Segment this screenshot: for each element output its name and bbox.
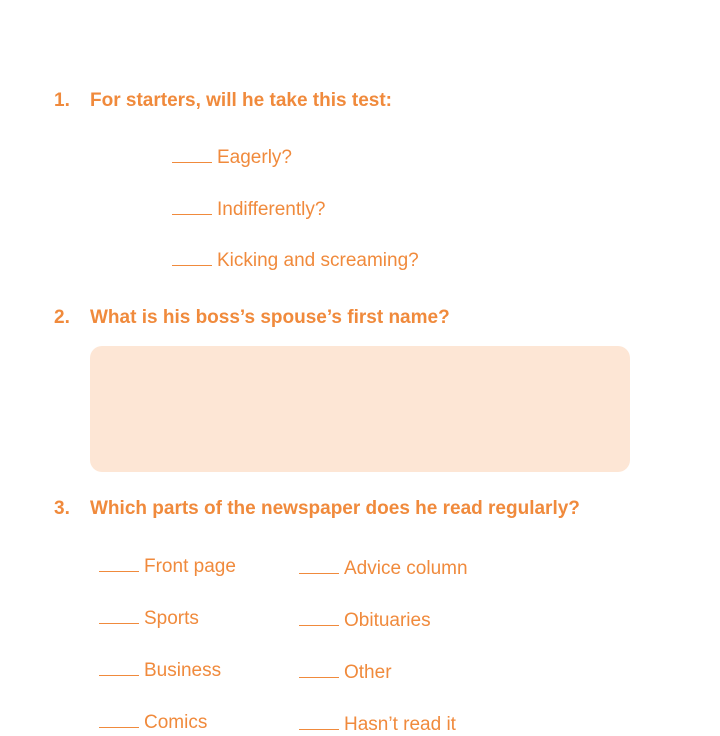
option-label: Comics [144, 712, 208, 733]
option-label: Hasn’t read it [344, 714, 456, 735]
question-1 [54, 90, 392, 112]
question-2 [54, 307, 450, 329]
q1-option-indifferently [172, 198, 325, 221]
answer-blank[interactable] [299, 557, 339, 574]
option-label: Kicking and screaming? [217, 250, 419, 271]
q3-option-front-page [99, 555, 236, 578]
answer-blank[interactable] [99, 555, 139, 572]
question-3 [54, 498, 580, 520]
option-label: Other [344, 662, 392, 683]
q3-option-comics [99, 711, 207, 734]
option-label: Business [144, 660, 222, 681]
option-label: Eagerly? [217, 147, 292, 168]
q1-option-eagerly [172, 146, 292, 169]
answer-blank[interactable] [99, 607, 139, 624]
option-label: Front page [144, 556, 236, 577]
question-number: 1. [54, 90, 70, 111]
answer-blank[interactable] [299, 609, 339, 626]
option-label: Advice column [344, 558, 468, 579]
q3-option-business [99, 659, 221, 682]
answer-box[interactable] [90, 346, 630, 472]
q3-option-advice-column [299, 557, 468, 580]
question-number: 3. [54, 498, 70, 519]
answer-blank[interactable] [299, 661, 339, 678]
answer-blank[interactable] [299, 713, 339, 730]
q3-option-sports [99, 607, 199, 630]
q3-option-obituaries [299, 609, 431, 632]
option-label: Sports [144, 608, 199, 629]
answer-blank[interactable] [99, 659, 139, 676]
question-text: For starters, will he take this test: [90, 90, 392, 111]
question-text: Which parts of the newspaper does he read regularly? [90, 498, 580, 519]
q3-option-other [299, 661, 392, 684]
option-label: Obituaries [344, 610, 431, 631]
answer-blank[interactable] [172, 198, 212, 215]
q3-option-hasnt-read-it [299, 713, 456, 736]
answer-blank[interactable] [172, 249, 212, 266]
question-text: What is his boss’s spouse’s first name? [90, 307, 450, 328]
answer-blank[interactable] [172, 146, 212, 163]
option-label: Indifferently? [217, 199, 326, 220]
question-number: 2. [54, 307, 70, 328]
q1-option-kicking [172, 249, 419, 272]
